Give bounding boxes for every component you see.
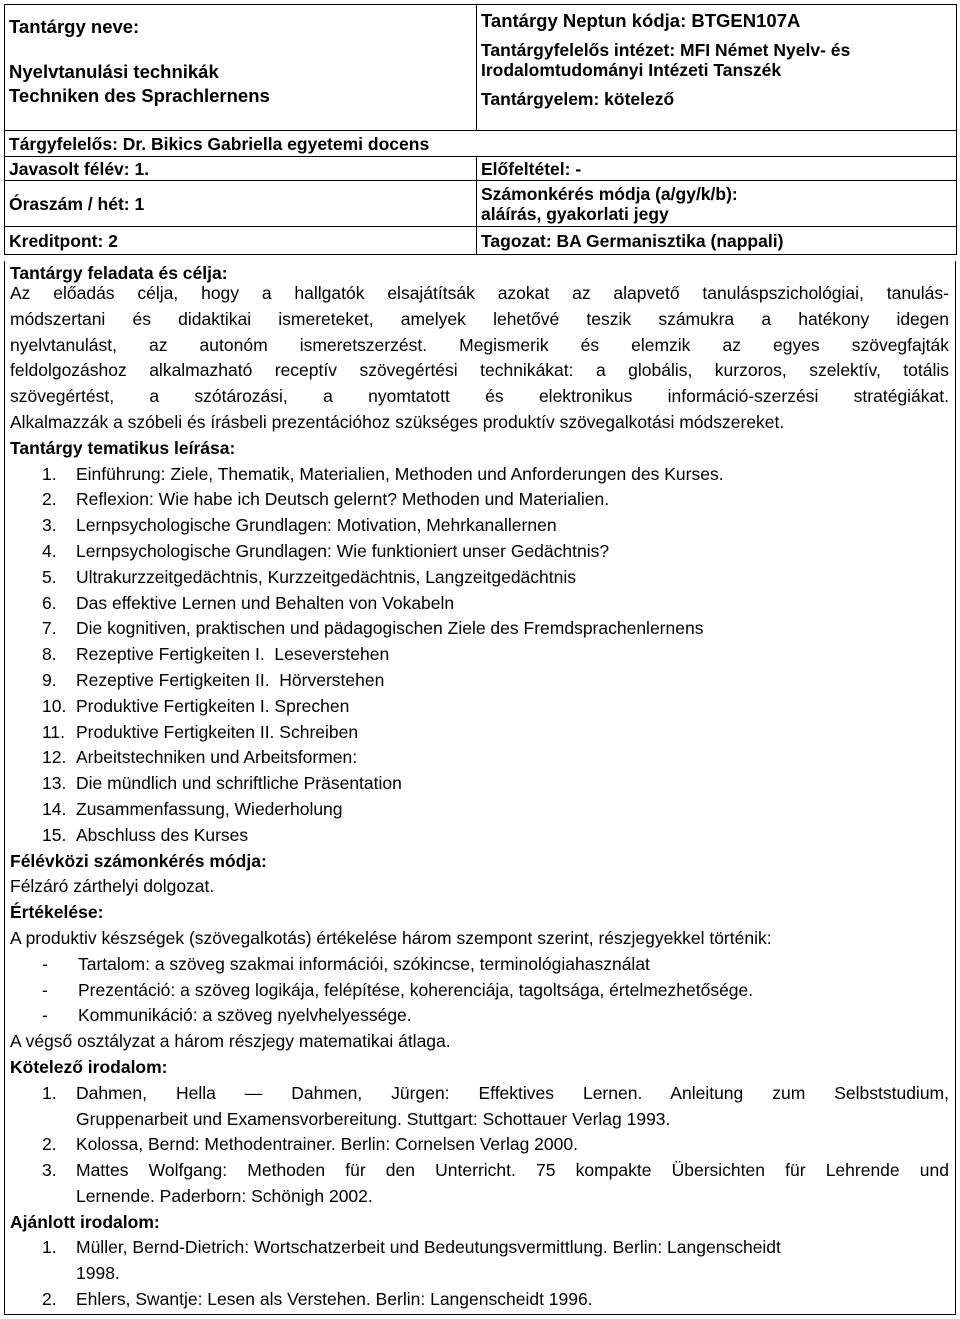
list-item-number: 6. — [42, 592, 57, 613]
program-cell — [477, 227, 957, 255]
list-item-number: 10. — [42, 695, 67, 716]
program-text: Tagozat: BA Germanisztika (nappali) — [481, 230, 784, 251]
list-item — [10, 565, 949, 591]
evaluation-intro: A produktiv készségek (szövegalkotás) értékelése három szempont szerint, részjegyekkel történik: — [10, 927, 772, 948]
list-item — [10, 823, 949, 849]
credits-text: Kreditpont: 2 — [9, 230, 118, 251]
list-item — [10, 745, 949, 771]
hours-text: Óraszám / hét: 1 — [9, 193, 145, 214]
midterm-label: Félévközi számonkérés módja: — [10, 850, 267, 871]
list-item-number: 13. — [42, 773, 67, 794]
list-item-bullet: - — [42, 979, 48, 1000]
list-item-text: Das effektive Lernen und Behalten von Vokabeln — [76, 592, 455, 613]
list-item-text: Lernende. Paderborn: Schönigh 2002. — [76, 1185, 373, 1206]
list-item-number: 12. — [42, 747, 67, 768]
subject-info-cell — [477, 5, 957, 131]
list-item-number: 15. — [42, 824, 67, 845]
semester-cell — [5, 157, 477, 181]
subject-name-hu: Nyelvtanulási technikák — [9, 61, 219, 82]
list-item-number: 11. — [42, 721, 66, 742]
list-item — [10, 591, 949, 617]
list-item-number: 7. — [42, 618, 57, 639]
required-literature-list — [10, 1081, 949, 1210]
list-item-text: Kolossa, Bernd: Methodentrainer. Berlin: Cornelsen Verlag 2000. — [76, 1134, 578, 1155]
list-item-text: Rezeptive Fertigkeiten II. Hörverstehen — [76, 669, 385, 690]
list-item-text: Müller, Bernd-Dietrich: Wortschatzerbeit und Bedeutungsvermittlung. Berlin: Langenscheidt — [76, 1237, 781, 1258]
aim-line: szövegértést, a szótározási, a nyomtatott és elektronikus információ-szerzési stratégiákat. — [10, 386, 949, 407]
list-item — [10, 771, 949, 797]
list-item-text: Abschluss des Kurses — [76, 824, 249, 845]
list-item — [10, 720, 949, 746]
list-item-text: Zusammenfassung, Wiederholung — [76, 798, 343, 819]
thematic-label: Tantárgy tematikus leírása: — [10, 437, 236, 458]
list-item — [10, 668, 949, 694]
list-item — [10, 797, 949, 823]
neptun-code: Tantárgy Neptun kódja: BTGEN107A — [481, 10, 801, 31]
hours-cell — [5, 181, 477, 227]
list-item — [10, 487, 949, 513]
list-item — [10, 978, 949, 1004]
list-item-text: Gruppenarbeit und Examensvorbereitung. Stuttgart: Schottauer Verlag 1993. — [76, 1108, 671, 1129]
list-item — [10, 1287, 949, 1313]
list-item-text: Dahmen, Hella — Dahmen, Jürgen: Effektives Lernen. Anleitung zum Selbststudium, — [76, 1082, 949, 1103]
list-item-text: Lernpsychologische Grundlagen: Motivation, Mehrkanallernen — [76, 515, 557, 536]
list-item-number: 3. — [42, 1160, 57, 1181]
list-item-text: 1998. — [76, 1263, 120, 1284]
list-item-text: Lernpsychologische Grundlagen: Wie funktioniert unser Gedächtnis? — [76, 540, 610, 561]
responsible-text: Tárgyfelelős: Dr. Bikics Gabriella egyetemi docens — [9, 133, 430, 154]
list-item-text: Kommunikáció: a szöveg nyelvhelyessége. — [78, 1005, 412, 1026]
list-item-number: 5. — [42, 566, 57, 587]
list-item — [10, 1158, 949, 1210]
course-sheet — [4, 4, 956, 1315]
list-item-bullet: - — [42, 953, 48, 974]
aim-line: feldolgozáshoz alkalmazható receptív szövegértési technikákat: a globális, kurzoros, szelektív, totális — [10, 360, 949, 381]
list-item-text: Einführung: Ziele, Thematik, Materialien, Methoden und Anforderungen des Kurses. — [76, 463, 724, 484]
list-item-text: Ehlers, Swantje: Lesen als Verstehen. Berlin: Langenscheidt 1996. — [76, 1289, 593, 1310]
assessment-cell — [477, 181, 957, 227]
aim-line: módszertani és didaktikai ismereteket, amelyek lehetővé teszik számukra a hatékony idegen — [10, 308, 949, 329]
list-item-text: Reflexion: Wie habe ich Deutsch gelernt? Methoden und Materialien. — [76, 489, 610, 510]
list-item — [10, 462, 949, 488]
task-label: Tantárgy feladata és célja: — [10, 263, 228, 283]
list-item — [10, 1235, 949, 1287]
list-item-number: 1. — [42, 463, 57, 484]
list-item-text: Produktive Fertigkeiten I. Sprechen — [76, 695, 350, 716]
list-item-text: Tartalom: a szöveg szakmai információi, szókincse, terminológiahasználat — [78, 953, 650, 974]
evaluation-final: A végső osztályzat a három részjegy matematikai átlaga. — [10, 1031, 451, 1052]
assessment-line-2: aláírás, gyakorlati jegy — [481, 203, 669, 224]
prerequisite-text: Előfeltétel: - — [481, 158, 582, 179]
required-literature-label: Kötelező irodalom: — [10, 1056, 168, 1077]
list-item-text: Die kognitiven, praktischen und pädagogischen Ziele des Fremdsprachenlernens — [76, 618, 704, 639]
list-item — [10, 694, 949, 720]
list-item — [10, 1132, 949, 1158]
recommended-literature-label: Ajánlott irodalom: — [10, 1211, 160, 1232]
list-item-number: 2. — [42, 1289, 57, 1310]
subject-name-de: Techniken des Sprachlernens — [9, 85, 270, 106]
evaluation-list — [10, 952, 949, 1029]
evaluation-label: Értékelése: — [10, 902, 104, 923]
subject-name-cell — [5, 5, 477, 131]
list-item-text: Die mündlich und schriftliche Präsentation — [76, 773, 402, 794]
list-item-text: Ultrakurzzeitgedächtnis, Kurzzeitgedächtnis, Langzeitgedächtnis — [76, 566, 577, 587]
list-item-text: Rezeptive Fertigkeiten I. Leseverstehen — [76, 644, 390, 665]
list-item — [10, 642, 949, 668]
thematic-list — [10, 462, 949, 849]
list-item-number: 4. — [42, 540, 57, 561]
list-item — [10, 952, 949, 978]
aim-line: Az előadás célja, hogy a hallgatók elsajátítsák azokat az alapvető tanuláspszichológiai, tanulás- — [10, 283, 949, 303]
list-item-text: Produktive Fertigkeiten II. Schreiben — [76, 721, 359, 742]
list-item-number: 8. — [42, 644, 57, 665]
subject-element: Tantárgyelem: kötelező — [481, 89, 675, 109]
aim-section — [10, 281, 949, 1313]
list-item-number: 9. — [42, 669, 57, 690]
course-body — [4, 261, 956, 1315]
list-item-number: 1. — [42, 1237, 57, 1258]
prerequisite-cell — [477, 157, 957, 181]
list-item — [10, 1081, 949, 1133]
list-item-bullet: - — [42, 1005, 48, 1026]
list-item-number: 2. — [42, 1134, 57, 1155]
list-item-number: 1. — [42, 1082, 57, 1103]
assessment-line-1: Számonkérés módja (a/gy/k/b): — [481, 183, 738, 204]
course-header-table — [4, 4, 957, 255]
responsible-cell — [5, 131, 957, 157]
aim-line: nyelvtanulást, az autonóm ismeretszerzést. Megismerik és elemzik az egyes szövegfajták — [10, 334, 949, 355]
aim-line: Alkalmazzák a szóbeli és írásbeli prezentációhoz szükséges produktív szövegalkotási módszereket. — [10, 411, 785, 432]
list-item-text: Prezentáció: a szöveg logikája, felépítése, koherenciája, tagoltsága, értelmezhetősége. — [78, 979, 754, 1000]
list-item — [10, 616, 949, 642]
credits-cell — [5, 227, 477, 255]
list-item-text: Arbeitstechniken und Arbeitsformen: — [76, 747, 358, 768]
institute-line-2: Irodalomtudományi Intézeti Tanszék — [481, 60, 782, 80]
list-item — [10, 513, 949, 539]
list-item-text: Mattes Wolfgang: Methoden für den Unterricht. 75 kompakte Übersichten für Lehrende und — [76, 1160, 949, 1181]
midterm-text: Félzáró zárthelyi dolgozat. — [10, 876, 215, 897]
recommended-literature-list — [10, 1235, 949, 1312]
list-item — [10, 1003, 949, 1029]
subject-name-label: Tantárgy neve: — [9, 16, 140, 37]
institute-line-1: Tantárgyfelelős intézet: MFI Német Nyelv- és — [481, 40, 851, 60]
list-item-number: 2. — [42, 489, 57, 510]
list-item — [10, 539, 949, 565]
list-item-number: 3. — [42, 515, 57, 536]
semester-text: Javasolt félév: 1. — [9, 158, 150, 179]
list-item-number: 14. — [42, 798, 67, 819]
